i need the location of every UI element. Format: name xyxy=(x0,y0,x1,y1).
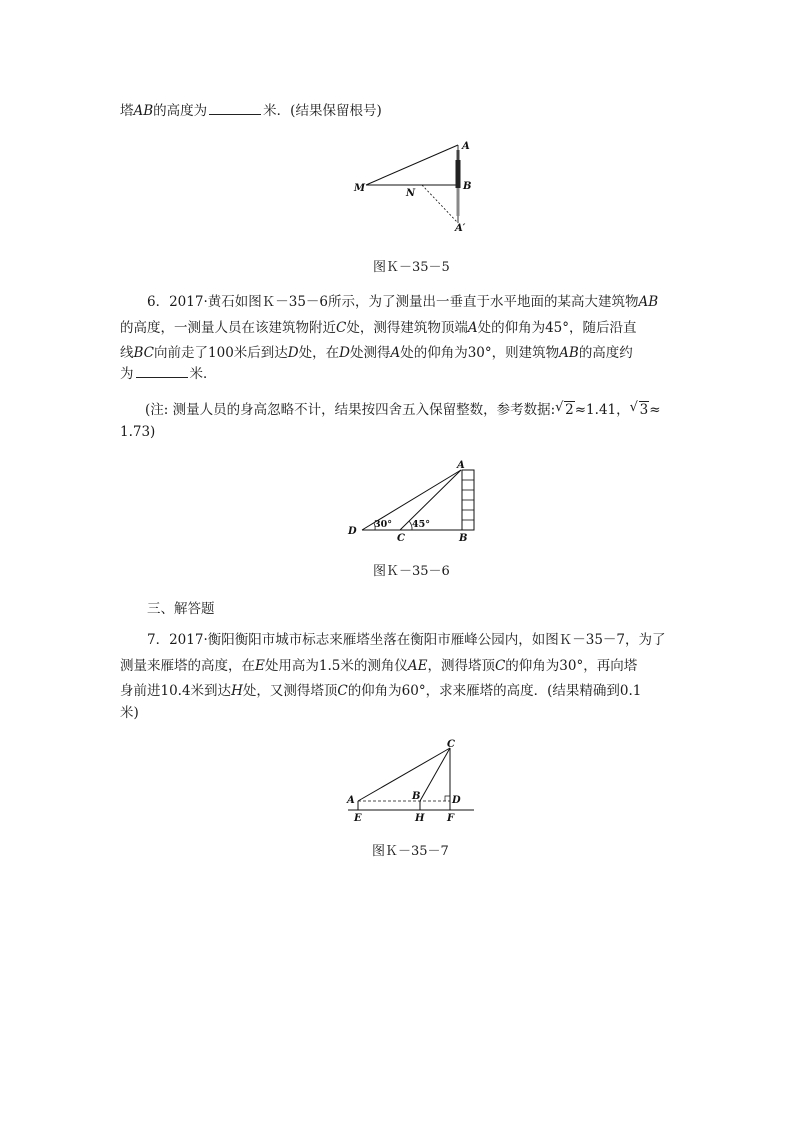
caption-k35-7: 图Ｋ－35－7 xyxy=(372,844,449,859)
line-ac xyxy=(358,748,450,801)
q6-text: 处的仰角为30°，则建筑物 xyxy=(400,345,560,361)
q6-text: 处，在 xyxy=(298,345,340,361)
label-a-prime: A′ xyxy=(455,223,466,234)
label-c: C xyxy=(397,533,405,544)
label-a: A xyxy=(457,460,465,471)
var-a: A xyxy=(390,345,401,361)
q7-text: 处，又测得塔顶 xyxy=(242,683,338,699)
label-a: A xyxy=(462,141,470,152)
radicand: 3 xyxy=(639,402,649,418)
label-a: A xyxy=(347,795,355,806)
caption-k35-5: 图Ｋ－35－5 xyxy=(373,260,450,275)
var-bc: BC xyxy=(133,345,155,361)
q6-text: 处的仰角为45°，随后沿直 xyxy=(477,320,637,336)
var-h: H xyxy=(231,683,243,699)
q7-text: 处用高为1.5米的测角仪 xyxy=(264,658,408,674)
q6-text: 处测得 xyxy=(349,345,391,361)
label-b: B xyxy=(459,533,468,544)
label-c: C xyxy=(447,739,455,750)
q7-text: 的仰角为30°，再向塔 xyxy=(505,658,638,674)
q7-line4: 米) xyxy=(120,705,139,721)
note-text: (注: 测量人员的身高忽略不计，结果按四舍五入保留整数，参考数据: xyxy=(145,402,556,418)
label-b: B xyxy=(463,181,472,192)
note-text: ≈1.41， xyxy=(574,402,630,418)
sqrt-2: √ 2 xyxy=(555,400,574,418)
var-ae: AE xyxy=(407,658,428,674)
var-ab: AB xyxy=(559,345,579,361)
q5-text: 塔 xyxy=(120,103,134,119)
var-c: C xyxy=(336,320,347,336)
label-d: D xyxy=(452,795,461,806)
caption-k35-6: 图Ｋ－35－6 xyxy=(373,564,450,579)
label-d: D xyxy=(348,526,357,537)
right-angle-mark xyxy=(445,796,450,801)
var-d: D xyxy=(287,345,299,361)
q6-text: 为 xyxy=(120,366,134,382)
q7-line1: 7．2017·衡阳衡阳市城市标志来雁塔坐落在衡阳市雁峰公园内，如图Ｋ－35－7，为了 xyxy=(147,632,666,648)
sqrt-3: √ 3 xyxy=(629,400,649,418)
var-ab: AB xyxy=(638,294,659,310)
q6-text: 向前走了100米后到达 xyxy=(154,345,288,361)
angle-30-label: 30° xyxy=(374,519,392,530)
q6-text: 处，测得建筑物顶端 xyxy=(346,320,468,336)
var-e: E xyxy=(255,658,265,674)
label-f: F xyxy=(447,813,455,824)
label-h: H xyxy=(415,813,425,824)
var-a: A xyxy=(467,320,478,336)
var-c: C xyxy=(494,658,506,674)
radicand: 2 xyxy=(565,402,574,418)
label-b: B xyxy=(412,791,421,802)
q6-text: 的高度，一测量人员在该建筑物附近 xyxy=(120,320,336,336)
q6-text: 6．2017·黄石如图Ｋ－35－6所示，为了测量出一垂直于水平地面的某高大建筑物 xyxy=(147,294,639,310)
q7-text: 测量来雁塔的高度，在 xyxy=(120,658,255,674)
line-bc xyxy=(420,748,450,801)
label-n: N xyxy=(406,188,416,199)
note-text: ≈ xyxy=(649,402,661,418)
q6-text: 米． xyxy=(189,366,217,382)
var-ab: AB xyxy=(133,103,154,119)
q7-text: ，测得塔顶 xyxy=(427,658,495,674)
q6-text: 线 xyxy=(120,345,134,361)
label-e: E xyxy=(354,813,362,824)
q5-text: 米．(结果保留根号) xyxy=(263,103,382,119)
q6-text: 的高度约 xyxy=(578,345,633,361)
q7-text: 的仰角为60°，求来雁塔的高度．(结果精确到0.1 xyxy=(347,683,642,699)
var-c: C xyxy=(337,683,348,699)
section-heading: 三、解答题 xyxy=(147,601,215,617)
q6-note-line2: 1.73) xyxy=(120,424,156,440)
label-m: M xyxy=(354,183,366,194)
angle-45-label: 45° xyxy=(412,519,430,530)
var-d: D xyxy=(339,345,350,361)
q7-text: 身前进10.4米到达 xyxy=(120,683,232,699)
q5-text: 的高度为 xyxy=(153,103,208,119)
